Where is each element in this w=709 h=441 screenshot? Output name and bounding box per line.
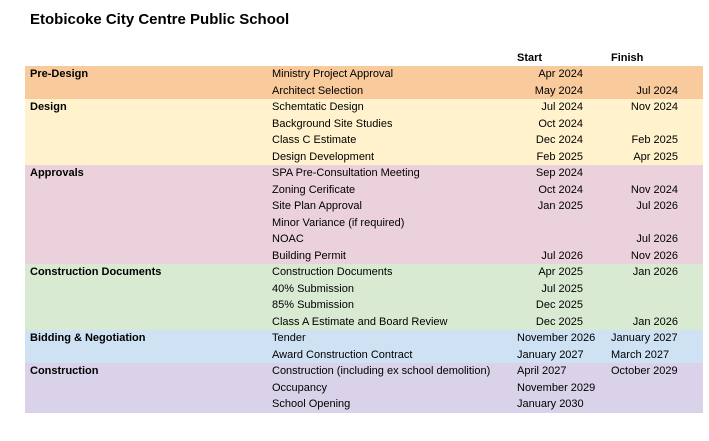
phase-label: Design bbox=[30, 101, 67, 113]
task-start-date bbox=[517, 215, 583, 232]
phase-section-construction-documents bbox=[25, 264, 703, 330]
task-name: Ministry Project Approval bbox=[272, 68, 394, 80]
task-finish-date bbox=[611, 66, 678, 83]
column-gap bbox=[583, 363, 611, 380]
task-name: Tender bbox=[272, 332, 306, 344]
phase-label-empty bbox=[25, 182, 272, 199]
header-column-gap bbox=[583, 50, 611, 66]
column-gap bbox=[583, 264, 611, 281]
task-start-date: Oct 2024 bbox=[538, 183, 583, 196]
task-start-date: Jan 2025 bbox=[537, 200, 583, 212]
task-row bbox=[25, 380, 703, 397]
task-finish-date: Apr 2025 bbox=[633, 150, 678, 163]
task-start-date: May 2024 bbox=[534, 84, 583, 97]
column-header-finish: Finish bbox=[611, 52, 644, 64]
task-row bbox=[25, 99, 703, 116]
task-finish-date: January 2027 bbox=[611, 332, 678, 344]
task-row bbox=[25, 132, 703, 149]
task-finish-date bbox=[611, 215, 678, 232]
column-gap bbox=[583, 330, 611, 347]
task-row bbox=[25, 281, 703, 298]
phase-label: Bidding & Negotiation bbox=[30, 332, 146, 344]
column-gap bbox=[583, 66, 611, 83]
task-name: Class C Estimate bbox=[272, 134, 357, 146]
task-finish-date: Feb 2025 bbox=[631, 134, 678, 146]
task-start-date: Dec 2024 bbox=[535, 134, 583, 146]
task-start-date: Dec 2025 bbox=[535, 315, 583, 328]
task-name: Background Site Studies bbox=[272, 117, 393, 130]
column-gap bbox=[583, 99, 611, 116]
column-gap bbox=[583, 165, 611, 182]
task-start-date: January 2030 bbox=[517, 398, 584, 410]
phase-label-empty bbox=[25, 396, 272, 413]
page-title: Etobicoke City Centre Public School bbox=[30, 11, 290, 28]
phase-label: Construction Documents bbox=[30, 266, 162, 278]
phase-label-empty bbox=[25, 132, 272, 149]
column-gap bbox=[583, 297, 611, 314]
task-name: 85% Submission bbox=[272, 299, 354, 311]
phase-label-empty bbox=[25, 314, 272, 331]
task-finish-date: Jul 2026 bbox=[636, 200, 678, 212]
phase-section-pre-design bbox=[25, 66, 703, 99]
task-finish-date: Jan 2026 bbox=[632, 266, 678, 278]
task-finish-date: March 2027 bbox=[611, 348, 670, 361]
task-name: Schemtatic Design bbox=[272, 101, 364, 113]
phase-label-empty bbox=[25, 149, 272, 166]
phase-label-empty bbox=[25, 215, 272, 232]
task-finish-date bbox=[611, 297, 678, 314]
column-gap bbox=[583, 132, 611, 149]
task-start-date: Jul 2024 bbox=[541, 101, 583, 113]
phase-label-empty bbox=[25, 281, 272, 298]
task-row bbox=[25, 182, 703, 199]
phase-label-empty bbox=[25, 231, 272, 248]
column-gap bbox=[583, 314, 611, 331]
task-start-date: January 2027 bbox=[517, 348, 584, 361]
task-finish-date bbox=[611, 396, 678, 413]
column-gap bbox=[583, 347, 611, 364]
task-row bbox=[25, 363, 703, 380]
task-row bbox=[25, 231, 703, 248]
task-start-date: Jul 2025 bbox=[541, 282, 583, 295]
task-row bbox=[25, 314, 703, 331]
task-start-date: April 2027 bbox=[517, 365, 567, 377]
phase-label-empty bbox=[25, 83, 272, 100]
task-name: Building Permit bbox=[272, 249, 346, 262]
task-name: Design Development bbox=[272, 150, 375, 163]
task-start-date: Oct 2024 bbox=[538, 117, 583, 130]
task-name: SPA Pre-Consultation Meeting bbox=[272, 167, 420, 179]
task-row bbox=[25, 83, 703, 100]
task-row bbox=[25, 297, 703, 314]
task-start-date: November 2026 bbox=[517, 332, 596, 344]
task-name: Occupancy bbox=[272, 381, 328, 394]
phase-label-empty bbox=[25, 198, 272, 215]
task-row bbox=[25, 248, 703, 265]
task-finish-date: Jan 2026 bbox=[632, 315, 678, 328]
column-gap bbox=[583, 215, 611, 232]
task-finish-date: Jul 2024 bbox=[636, 84, 678, 97]
task-name: NOAC bbox=[272, 233, 304, 245]
task-row bbox=[25, 347, 703, 364]
column-header-start: Start bbox=[517, 52, 543, 64]
task-row bbox=[25, 116, 703, 133]
header-task-spacer bbox=[272, 50, 517, 66]
column-gap bbox=[583, 83, 611, 100]
task-row bbox=[25, 264, 703, 281]
column-gap bbox=[583, 231, 611, 248]
column-gap bbox=[583, 149, 611, 166]
phase-section-design bbox=[25, 99, 703, 165]
phase-label: Construction bbox=[30, 365, 99, 377]
task-name: Award Construction Contract bbox=[272, 348, 413, 361]
column-gap bbox=[583, 182, 611, 199]
schedule-sections bbox=[25, 66, 703, 413]
task-row bbox=[25, 149, 703, 166]
task-row bbox=[25, 215, 703, 232]
task-name: Zoning Cerificate bbox=[272, 183, 356, 196]
task-finish-date: Nov 2024 bbox=[630, 101, 678, 113]
task-name: School Opening bbox=[272, 398, 351, 410]
task-name: Architect Selection bbox=[272, 84, 364, 97]
column-gap bbox=[583, 281, 611, 298]
task-finish-date: Nov 2024 bbox=[630, 183, 678, 196]
header-phase-spacer bbox=[25, 50, 272, 66]
phase-label-empty bbox=[25, 347, 272, 364]
phase-label-empty bbox=[25, 380, 272, 397]
task-name: Minor Variance (if required) bbox=[272, 216, 405, 229]
task-finish-date: Jul 2026 bbox=[636, 233, 678, 245]
task-start-date: Sep 2024 bbox=[535, 167, 583, 179]
task-finish-date bbox=[611, 165, 678, 182]
column-gap bbox=[583, 396, 611, 413]
phase-section-bidding-negotiation bbox=[25, 330, 703, 363]
column-gap bbox=[583, 198, 611, 215]
task-start-date: Apr 2025 bbox=[538, 266, 583, 278]
task-start-date: November 2029 bbox=[517, 381, 596, 394]
task-name: Site Plan Approval bbox=[272, 200, 362, 212]
task-row bbox=[25, 330, 703, 347]
schedule-table bbox=[25, 50, 703, 413]
task-start-date: Apr 2024 bbox=[538, 68, 583, 80]
task-start-date: Feb 2025 bbox=[536, 150, 583, 163]
phase-label-empty bbox=[25, 248, 272, 265]
task-start-date bbox=[517, 231, 583, 248]
task-start-date: Jul 2026 bbox=[541, 249, 583, 262]
task-finish-date bbox=[611, 380, 678, 397]
column-gap bbox=[583, 380, 611, 397]
phase-label: Approvals bbox=[30, 167, 84, 179]
task-row bbox=[25, 165, 703, 182]
table-header-row bbox=[25, 50, 703, 66]
task-finish-date bbox=[611, 116, 678, 133]
task-finish-date bbox=[611, 281, 678, 298]
task-name: 40% Submission bbox=[272, 282, 354, 295]
task-finish-date: Nov 2026 bbox=[630, 249, 678, 262]
task-name: Class A Estimate and Board Review bbox=[272, 315, 448, 328]
phase-section-approvals bbox=[25, 165, 703, 264]
task-name: Construction (including ex school demolition) bbox=[272, 365, 491, 377]
phase-label-empty bbox=[25, 297, 272, 314]
task-start-date: Dec 2025 bbox=[535, 299, 583, 311]
column-gap bbox=[583, 116, 611, 133]
task-row bbox=[25, 396, 703, 413]
task-row bbox=[25, 66, 703, 83]
task-name: Construction Documents bbox=[272, 266, 393, 278]
phase-label-empty bbox=[25, 116, 272, 133]
phase-section-construction bbox=[25, 363, 703, 413]
phase-label: Pre-Design bbox=[30, 68, 89, 80]
column-gap bbox=[583, 248, 611, 265]
task-finish-date: October 2029 bbox=[611, 365, 678, 377]
task-row bbox=[25, 198, 703, 215]
